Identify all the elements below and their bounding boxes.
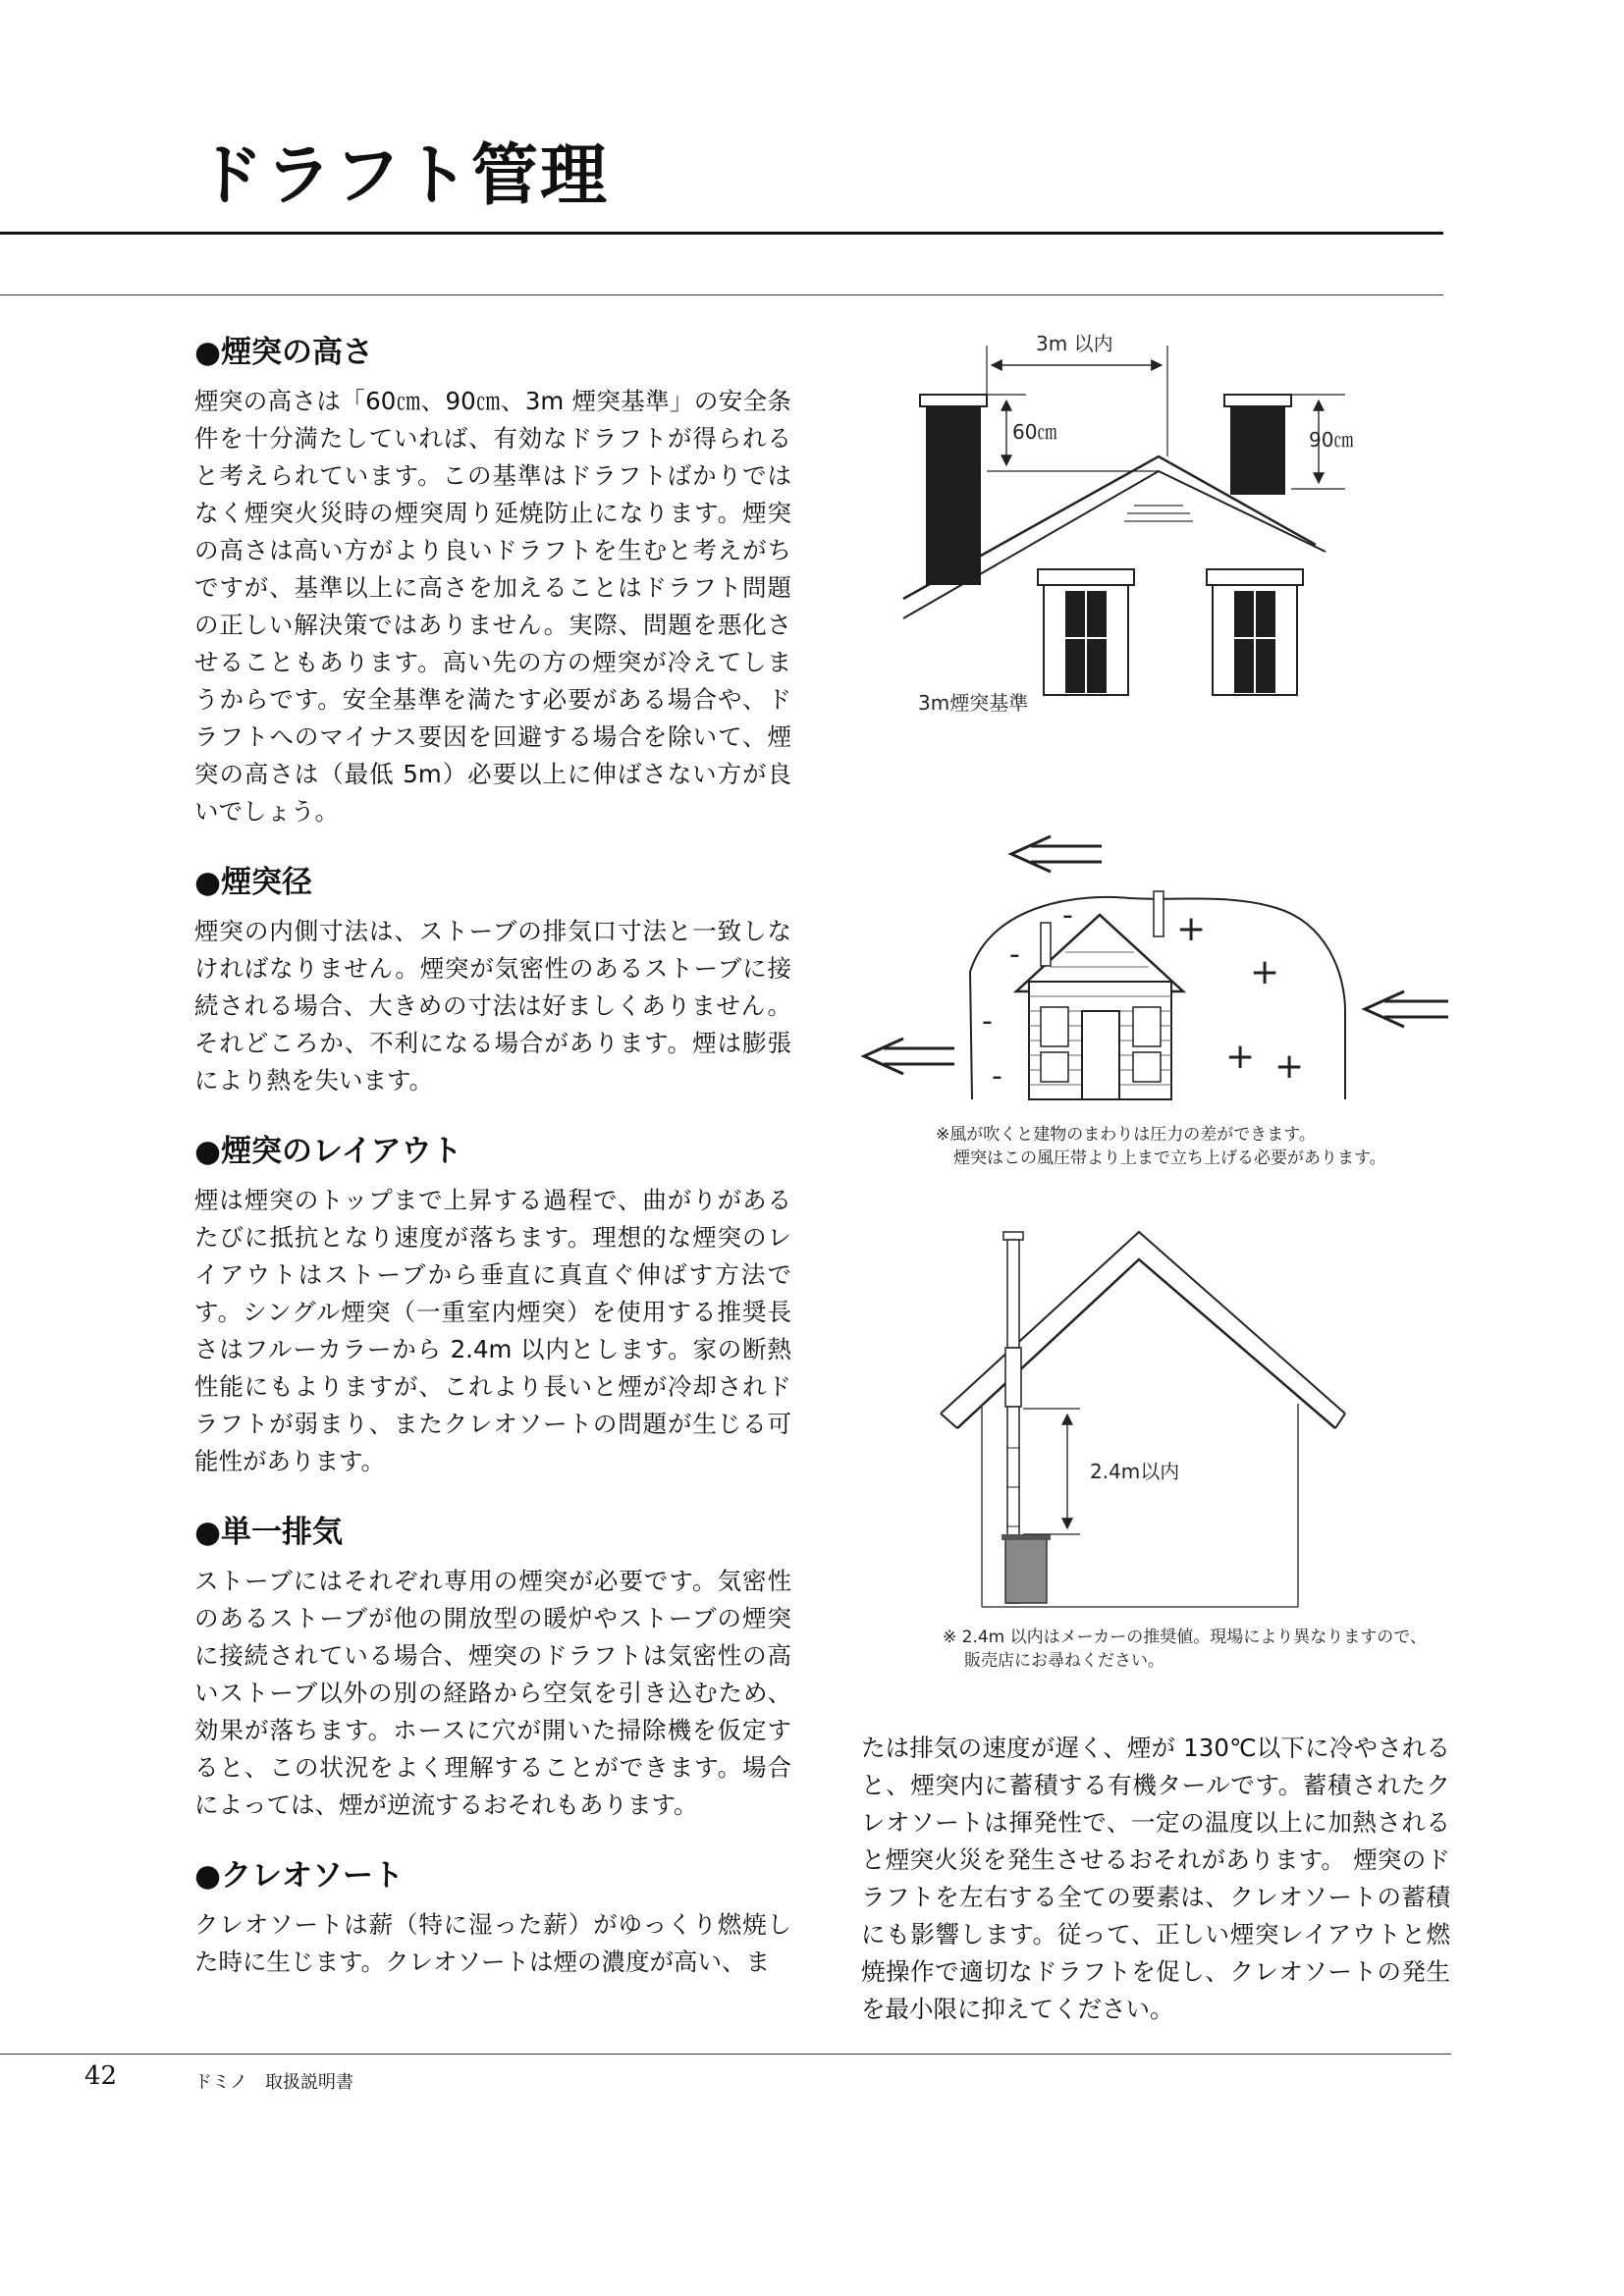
- section-heading: ●単一排気: [194, 1515, 344, 1550]
- page-number: 42: [84, 2061, 118, 2091]
- left-column: [194, 330, 791, 2010]
- label-2-4m: 2.4m以内: [1090, 1460, 1180, 1483]
- plus-sign: +: [1176, 909, 1207, 949]
- page-title: ドラフト管理: [196, 136, 610, 215]
- minus-sign: -: [1062, 898, 1073, 933]
- section-creosote: [194, 1853, 791, 1981]
- caption-line: ※風が吹くと建物のまわりは圧力の差ができます。: [936, 1125, 1316, 1145]
- wind-pressure-diagram: [854, 815, 1453, 1109]
- indoor-chimney-diagram: [933, 1222, 1355, 1615]
- minus-sign: -: [982, 1004, 993, 1039]
- section-heading: ●クレオソート: [194, 1858, 405, 1894]
- section-chimney-height: [194, 330, 791, 830]
- plus-sign: +: [1250, 952, 1280, 992]
- section-body: 煙突の高さは「60㎝、90㎝、3m 煙突基準」の安全条件を十分満たしていれば、有効なドラフトが得られると考えられています。この基準はドラフトばかりではなく煙突火災時の煙突周り延焼防止になります。煙突の高さは高い方がより良いドラフトを生むと考えがちですが、基準以上に高さを加えることはドラフト問題の正しい解決策ではありません。実際、問題を悪化させることもあります。高い先の方の煙突が冷えてしまうからです。安全基準を満たす必要がある場合や、ドラフトへのマイナス要因を回避する場合を除いて、煙突の高さは（最低 5m）必要以上に伸ばさない方が良いでしょう。: [194, 387, 791, 826]
- section-single-exhaust: [194, 1510, 791, 1824]
- stove: [1005, 1538, 1047, 1603]
- caption-line: 煙突はこの風圧帯より上まで立ち上げる必要があります。: [953, 1148, 1386, 1168]
- house: [1016, 891, 1183, 1099]
- minus-sign: -: [1009, 937, 1020, 972]
- footer-label: ドミノ 取扱説明書: [194, 2072, 353, 2093]
- section-body: クレオソートは薪（特に湿った薪）がゆっくり燃焼した時に生じます。クレオソートは煙の濃度が高い、ま: [194, 1910, 791, 1976]
- caption-3m-standard: 3m煙突基準: [918, 691, 1029, 715]
- label-60cm: 60㎝: [1012, 420, 1057, 444]
- caption-line: ※ 2.4m 以内はメーカーの推奨値。現場により異なりますので、: [943, 1628, 1427, 1647]
- section-body: 煙突の内側寸法は、ストーブの排気口寸法と一致しなければなりません。煙突が気密性のあるストーブに接続される場合、大きめの寸法は好ましくありません。それどころか、不利になる場合があります。煙は膨張により熱を失います。: [194, 917, 791, 1095]
- indoor-chimney-caption: [943, 1626, 1427, 1673]
- creosote-continued-text: たは排気の速度が遅く、煙が 130℃以下に冷やされると、煙突内に蓄積する有機タールです。蓄積されたクレオソートは揮発性で、一定の温度以上に加熱されると煙突火災を発生させるおそれがあります。 煙突のドラフトを左右する全ての要素は、クレオソートの蓄積にも影響します。従って、正しい煙突レイアウトと燃焼操作で適切なドラフトを促し、クレオソートの発生を最小限に抑えてください。: [861, 1734, 1450, 2023]
- header-divider: [0, 294, 1443, 295]
- window: [1038, 569, 1134, 695]
- section-heading: ●煙突のレイアウト: [194, 1134, 462, 1169]
- footer-divider: [0, 2054, 1451, 2055]
- window: [1207, 569, 1303, 695]
- wind-arrow-top: [1011, 836, 1102, 872]
- wind-arrow-right: [1365, 991, 1448, 1027]
- plus-sign: +: [1225, 1037, 1256, 1077]
- section-heading: ●煙突の高さ: [194, 335, 374, 370]
- label-90cm: 90㎝: [1309, 428, 1354, 452]
- section-heading: ●煙突径: [194, 865, 313, 900]
- section-body: 煙は煙突のトップまで上昇する過程で、曲がりがあるたびに抵抗となり速度が落ちます。理想的な煙突のレイアウトはストーブから垂直に真直ぐ伸ばす方法です。シングル煙突（一重室内煙突）を使用する推奨長さはフルーカラーから 2.4m 以内とします。家の断熱性能にもよりますが、これより長いと煙が冷却されドラフトが弱まり、またクレオソートの問題が生じる可能性があります。: [194, 1186, 791, 1475]
- minus-sign: -: [992, 1059, 1002, 1094]
- label-3m: 3m 以内: [1036, 332, 1113, 355]
- wind-arrow-left: [864, 1039, 954, 1074]
- title-rule: [0, 232, 1443, 235]
- plus-sign: +: [1274, 1046, 1305, 1087]
- section-body: ストーブにはそれぞれ専用の煙突が必要です。気密性のあるストーブが他の開放型の暖炉やストーブの煙突に接続されている場合、煙突のドラフトは気密性の高いストーブ以外の別の経路から空気を引き込むため、効果が落ちます。ホースに穴が開いた掃除機を仮定すると、この状況をよく理解することができます。場合によっては、煙が逆流するおそれもあります。: [194, 1567, 791, 1819]
- wind-caption: [936, 1123, 1386, 1170]
- chimney-height-diagram: [898, 324, 1409, 717]
- section-chimney-layout: [194, 1129, 791, 1480]
- caption-line: 販売店にお尋ねください。: [964, 1651, 1164, 1671]
- section-chimney-diameter: [194, 860, 791, 1099]
